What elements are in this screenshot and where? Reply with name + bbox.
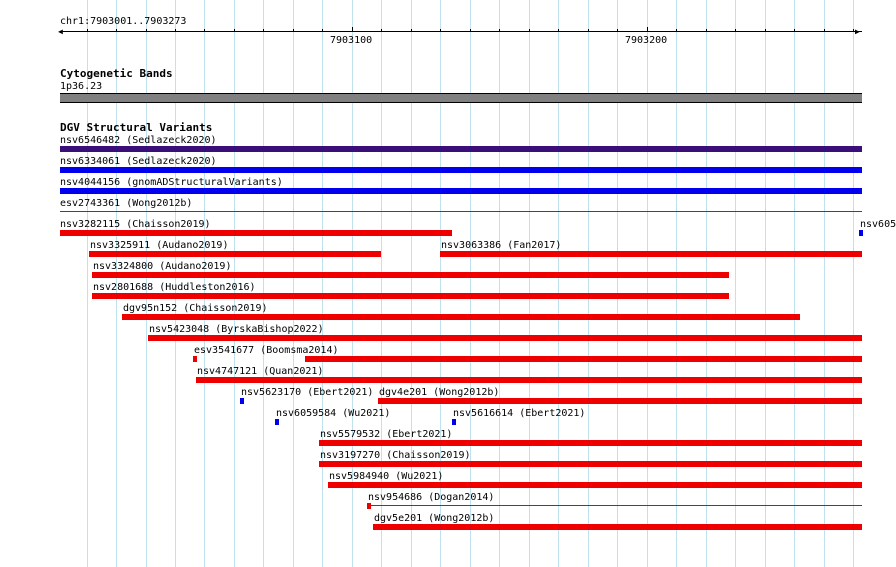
cytoband-track-title: Cytogenetic Bands [60,67,173,80]
cytoband-label[interactable]: 1p36.23 [60,81,103,92]
ruler-minor-tick [794,29,795,32]
ruler-minor-tick [175,29,176,32]
ruler-minor-tick [617,29,618,32]
sv-feature-label[interactable]: nsv2801688 (Huddleston2016) [93,282,256,293]
sv-feature-bar[interactable] [305,356,862,362]
sv-feature-label[interactable]: nsv3197270 (Chaisson2019) [320,450,471,461]
ruler-minor-tick [322,29,323,32]
sv-feature-label[interactable]: nsv954686 (Dogan2014) [368,492,495,503]
ruler-axis[interactable] [60,31,862,32]
sv-feature-label[interactable]: nsv6546482 (Sedlazeck2020) [60,135,217,146]
sv-feature-label[interactable]: nsv3325911 (Audano2019) [90,240,229,251]
sv-feature-label[interactable]: nsv5579532 (Ebert2021) [320,429,453,440]
ruler-minor-tick [87,29,88,32]
sv-feature-bar[interactable] [60,188,862,194]
ruler-tick-label: 7903200 [625,35,668,46]
sv-feature-bar[interactable] [60,211,862,212]
ruler-minor-tick [558,29,559,32]
ruler-minor-tick [588,29,589,32]
sv-feature-label[interactable]: dgv95n152 (Chaisson2019) [123,303,268,314]
ruler-major-tick [647,27,648,32]
ruler-minor-tick [146,29,147,32]
sv-feature-bar[interactable] [122,314,800,320]
sv-feature-label[interactable]: nsv5623170 (Ebert2021) [241,387,374,398]
cytoband-bar[interactable] [60,93,862,103]
sv-feature-label[interactable]: nsv5616614 (Ebert2021) [453,408,586,419]
grid-line [263,0,264,567]
sv-feature-bar[interactable] [328,482,862,488]
ruler-minor-tick [853,29,854,32]
sv-feature-label[interactable]: nsv4747121 (Quan2021) [197,366,324,377]
sv-feature-bar[interactable] [440,251,862,257]
ruler-range-label: chr1:7903001..7903273 [60,16,187,27]
sv-feature-label[interactable]: nsv6059584 (Wu2021) [276,408,391,419]
sv-feature-label[interactable]: nsv5984940 (Wu2021) [329,471,444,482]
sv-feature-label[interactable]: nsv4044156 (gnomADStructuralVariants) [60,177,283,188]
sv-feature-bar[interactable] [319,440,862,446]
sv-feature-bar[interactable] [275,419,279,425]
sv-feature-bar[interactable] [60,230,452,236]
sv-feature-bar[interactable] [240,398,244,404]
sv-feature-label[interactable]: nsv6334061 (Sedlazeck2020) [60,156,217,167]
grid-line [293,0,294,567]
sv-feature-bar[interactable] [193,356,197,362]
ruler-minor-tick [293,29,294,32]
ruler-left-arrow-icon: ◀ [58,27,63,36]
sv-feature-bar[interactable] [370,505,862,506]
sv-track-title: DGV Structural Variants [60,121,213,134]
sv-feature-bar[interactable] [89,251,381,257]
sv-feature-label[interactable]: nsv3324800 (Audano2019) [93,261,232,272]
ruler-minor-tick [706,29,707,32]
sv-feature-bar[interactable] [196,377,862,383]
sv-feature-label[interactable]: nsv3282115 (Chaisson2019) [60,219,211,230]
ruler-minor-tick [676,29,677,32]
sv-feature-bar[interactable] [452,419,456,425]
sv-feature-bar[interactable] [859,230,863,236]
ruler-minor-tick [440,29,441,32]
ruler-minor-tick [234,29,235,32]
sv-feature-bar[interactable] [319,461,862,467]
ruler-minor-tick [116,29,117,32]
sv-feature-label[interactable]: dgv4e201 (Wong2012b) [379,387,500,398]
sv-feature-label[interactable]: esv2743361 (Wong2012b) [60,198,193,209]
sv-feature-label[interactable]: nsv5423048 (ByrskaBishop2022) [149,324,324,335]
sv-feature-bar[interactable] [92,272,729,278]
ruler-right-arrow-icon: ▶ [855,27,860,36]
grid-line [322,0,323,567]
sv-feature-label[interactable]: nsv3063386 (Fan2017) [441,240,562,251]
sv-feature-label[interactable]: dgv5e201 (Wong2012b) [374,513,495,524]
sv-feature-bar[interactable] [148,335,862,341]
ruler-minor-tick [411,29,412,32]
sv-feature-bar[interactable] [373,524,862,530]
ruler-minor-tick [824,29,825,32]
sv-feature-bar[interactable] [92,293,729,299]
sv-feature-bar[interactable] [60,146,862,152]
ruler-minor-tick [381,29,382,32]
ruler-minor-tick [765,29,766,32]
ruler-minor-tick [263,29,264,32]
ruler-minor-tick [204,29,205,32]
ruler-major-tick [352,27,353,32]
sv-feature-label[interactable]: nsv605 [860,219,896,230]
ruler-minor-tick [470,29,471,32]
sv-feature-label[interactable]: esv3541677 (Boomsma2014) [194,345,339,356]
ruler-tick-label: 7903100 [330,35,373,46]
ruler-minor-tick [529,29,530,32]
ruler-minor-tick [735,29,736,32]
sv-feature-bar[interactable] [378,398,862,404]
ruler-minor-tick [499,29,500,32]
sv-feature-bar[interactable] [60,167,862,173]
sv-feature-bar[interactable] [367,503,371,509]
